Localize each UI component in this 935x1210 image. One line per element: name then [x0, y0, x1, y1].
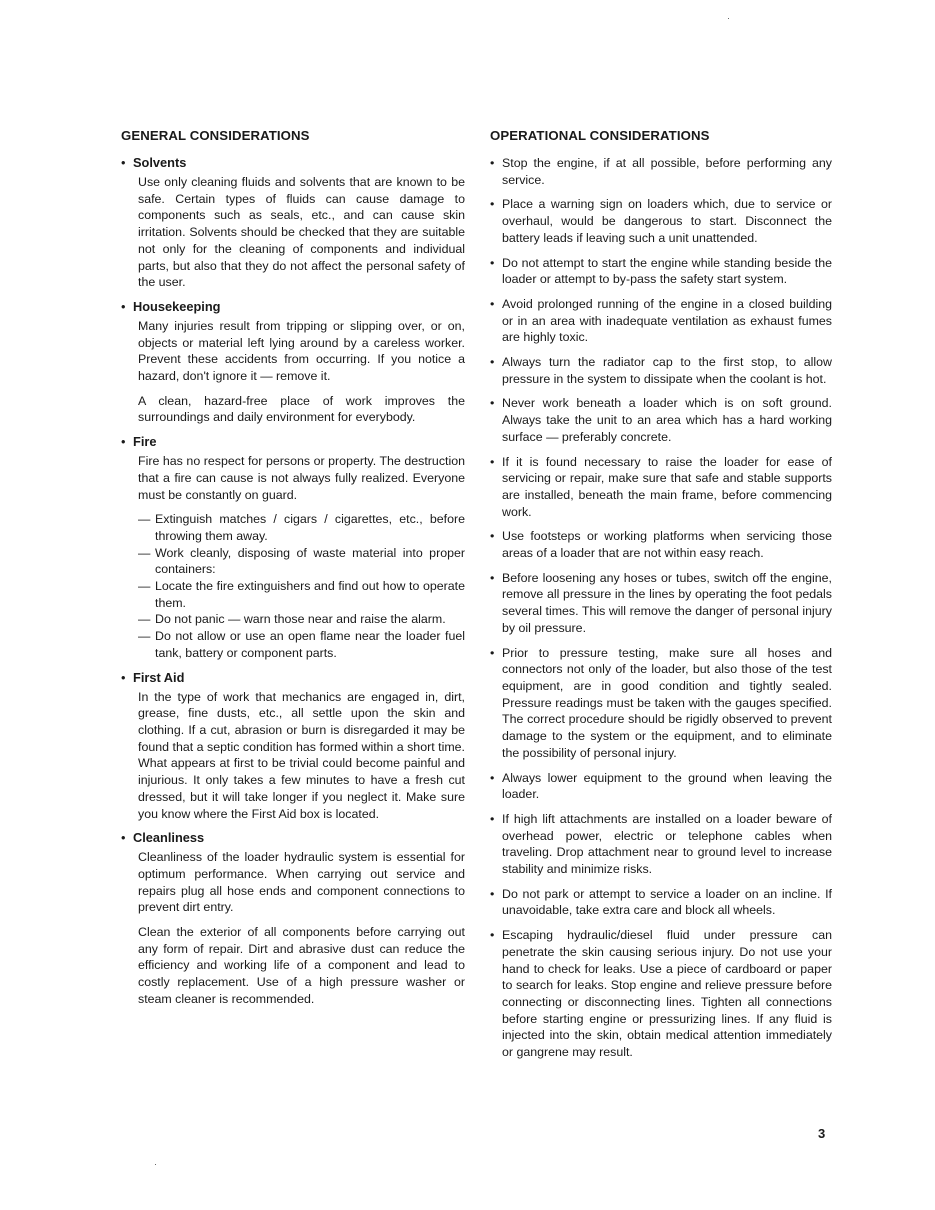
list-item: • Do not park or attempt to service a loader on an incline. If unavoidable, take extra care and block all wheels. — [490, 886, 832, 919]
section-title: • Housekeeping — [121, 299, 465, 315]
section-paragraph: Many injuries result from tripping or slipping over, or on, objects or material left lying around by a careless worker. Prevent these accidents from occurring. If you notice a hazard, don't ignore it — remove it. — [138, 318, 465, 384]
page-number: 3 — [818, 1126, 826, 1141]
section-title: • Solvents — [121, 155, 465, 171]
list-item: • Use footsteps or working platforms when servicing those areas of a loader that are not within easy reach. — [490, 528, 832, 561]
list-item: • Never work beneath a loader which is on soft ground. Always take the unit to an area which has a hard working surface — preferably concrete. — [490, 395, 832, 445]
section-first-aid — [121, 670, 465, 823]
general-considerations-heading: GENERAL CONSIDERATIONS — [121, 128, 310, 143]
scan-speck — [155, 1164, 156, 1165]
list-item: • Prior to pressure testing, make sure all hoses and connectors not only of the loader, but also those of the test equipment, are in good condition and tightly sealed. Pressure readings must be taken with the gauges specified. The correct procedure should be rigidly observed to prevent damage to the system or the equipment, and to eliminate the possibility of personal injury. — [490, 645, 832, 762]
section-paragraph: Cleanliness of the loader hydraulic system is essential for optimum performance. When carrying out service and repairs plug all hose ends and component connections to prevent dirt entry. — [138, 850, 465, 915]
operational-list — [490, 155, 832, 1061]
list-item: • Avoid prolonged running of the engine in a closed building or in an area with inadequate ventilation as exhaust fumes are highly toxic. — [490, 296, 832, 346]
list-item: • Always lower equipment to the ground when leaving the loader. — [490, 770, 832, 803]
general-considerations-column — [121, 128, 465, 1016]
operational-considerations-column — [490, 128, 832, 1069]
list-item: • Do not attempt to start the engine while standing beside the loader or attempt to by-pass the safety start system. — [490, 255, 832, 288]
list-item: — Do not allow or use an open flame near the loader fuel tank, battery or component parts. — [138, 628, 465, 661]
fire-precautions-list — [138, 511, 465, 661]
list-item: • If it is found necessary to raise the loader for ease of servicing or repair, make sure that safe and stable supports are installed, beneath the main frame, before commencing work. — [490, 454, 832, 521]
section-paragraph: In the type of work that mechanics are engaged in, dirt, grease, fine dusts, etc., all settle upon the skin and clothing. If a cut, abrasion or burn is disregarded it may be found that a septic condition has formed within a short time. What appears at first to be trivial could become painful and injurious. It only takes a few minutes to have a fresh cut dressed, but it will take longer if you neglect it. Make sure you know where the First Aid box is located. — [138, 689, 465, 821]
section-fire — [121, 434, 465, 661]
section-paragraph: Fire has no respect for persons or property. The destruction that a fire can cause is not always fully realized. Everyone must be constantly on guard. — [138, 454, 465, 502]
scan-speck — [728, 18, 729, 19]
section-title: • Fire — [121, 434, 465, 450]
list-item: • Always turn the radiator cap to the first stop, to allow pressure in the system to dissipate when the coolant is hot. — [490, 354, 832, 387]
list-item: — Extinguish matches / cigars / cigarettes, etc., before throwing them away. — [138, 511, 465, 544]
list-item: — Locate the fire extinguishers and find out how to operate them. — [138, 578, 465, 611]
list-item: — Work cleanly, disposing of waste material into proper containers: — [138, 545, 465, 578]
list-item: • Escaping hydraulic/diesel fluid under pressure can penetrate the skin causing serious injury. Do not use your hand to check for leaks. Use a piece of cardboard or paper to search for leaks. Stop engine and relieve pressure before connecting or disconnecting lines. Tighten all connections before starting engine or pressurizing lines. If any fluid is injected into the skin, obtain medical attention immediately or gangrene may result. — [490, 927, 832, 1061]
section-title: • Cleanliness — [121, 830, 465, 846]
operational-considerations-heading: OPERATIONAL CONSIDERATIONS — [490, 128, 710, 143]
section-housekeeping — [121, 299, 465, 426]
list-item: • Stop the engine, if at all possible, before performing any service. — [490, 155, 832, 188]
list-item: • Place a warning sign on loaders which, due to service or overhaul, would be dangerous to start. Disconnect the battery leads if leaving such a unit unattended. — [490, 196, 832, 246]
section-paragraph: Use only cleaning fluids and solvents that are known to be safe. Certain types of fluids can cause damage to components such as seals, etc., and can cause skin irritation. Solvents should be checked that they are suitable not only for the cleaning of components and individual parts, but also that they do not affect the personal safety of the user. — [138, 175, 465, 290]
list-item: — Do not panic — warn those near and raise the alarm. — [138, 611, 465, 628]
section-solvents — [121, 155, 465, 291]
list-item: • Before loosening any hoses or tubes, switch off the engine, remove all pressure in the lines by operating the foot pedals several times. This will remove the danger of personal injury by oil pressure. — [490, 570, 832, 637]
section-paragraph: A clean, hazard-free place of work improves the surroundings and daily environment for everybody. — [138, 393, 465, 425]
section-title: • First Aid — [121, 670, 465, 686]
list-item: • If high lift attachments are installed on a loader beware of overhead power, electric or telephone cables when traveling. Drop attachment near to ground level to increase stability and minimize risks. — [490, 811, 832, 878]
section-cleanliness — [121, 830, 465, 1007]
section-paragraph: Clean the exterior of all components before carrying out any form of repair. Dirt and abrasive dust can reduce the efficiency and working life of a component and lead to costly replacement. Use of a high pressure washer or steam cleaner is recommended. — [138, 925, 465, 1006]
